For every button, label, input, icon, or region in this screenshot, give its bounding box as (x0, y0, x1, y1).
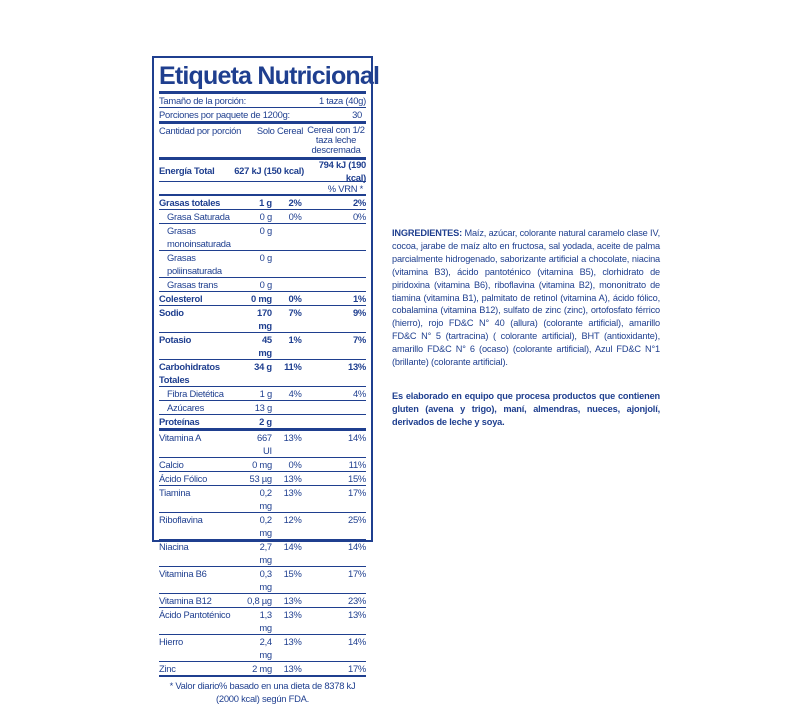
nutrient-amount: 0 g (259, 225, 272, 236)
nutrient-row (159, 472, 366, 486)
nutrient-pct-cereal: 13% (283, 663, 302, 674)
nutrient-name: Proteínas (159, 416, 200, 427)
nutrient-name: Ácido Fólico (159, 473, 208, 484)
nutrient-amount: 0 mg (252, 459, 272, 470)
nutrient-row (159, 594, 366, 608)
nutrient-pct-with-milk: 13% (347, 361, 366, 372)
nutrient-pct-cereal: 13% (283, 636, 302, 647)
nutrient-name: Fibra Dietética (167, 388, 224, 399)
nutrient-amount: 0 g (259, 279, 272, 290)
nutrient-amount: 0,2 mg (259, 487, 272, 511)
nutrient-pct-with-milk: 13% (347, 609, 366, 620)
nutrient-pct-with-milk: 2% (352, 197, 366, 208)
nutrient-row (159, 662, 366, 677)
nutrient-amount: 0,8 µg (247, 595, 272, 606)
nutrient-amount: 2,4 mg (259, 636, 272, 660)
nutrient-row (159, 486, 366, 513)
ingredients-text: Maíz, azúcar, colorante natural caramelo clase IV, cocoa, jarabe de maíz alto en fructosa, sal yodada, aceite de palma parcialmente hidrogenado, saborizante artificial a chocolate, niacina (vitamina B3), ácido pantoténico (vitamina B5), clorhidrato de piridoxina (vitamina B6), riboflavina (vitamina B2), mononitrato de tiamina (vitamina B1), palmitato de retinol (vitamina A), ácido fólico, cobalamina (vitamina B12), sulfato de zinc (zinc), ortofosfato férrico (hierro), rojo FD&C N° 40 (allura) (colorante artificial), amarillo FD&C N° 5 (tartracina) ( colorante artificial), BHT (antioxidante), amarillo FD&C N° 6 (ocaso) (colorante artificial), Azul FD&C N°1 (brillante) (colorante artificial). (392, 228, 660, 368)
nutrient-pct-with-milk: 9% (352, 307, 366, 318)
nutrient-amount: 0 mg (251, 293, 272, 304)
nutrient-name: Zinc (159, 663, 176, 674)
nutrient-pct-cereal: 13% (283, 487, 302, 498)
vitamin-table (159, 431, 366, 677)
nutrient-name: Grasas totales (159, 197, 221, 208)
serving-size-row (159, 94, 366, 108)
nutrient-name: Calcio (159, 459, 184, 470)
nutrient-pct-cereal: 2% (288, 197, 302, 208)
nutrient-name: Sodio (159, 307, 184, 318)
nutrient-name: Riboflavina (159, 514, 203, 525)
nutrient-pct-cereal: 0% (288, 459, 302, 470)
nutrient-pct-cereal: 1% (288, 334, 302, 345)
nutrient-row (159, 431, 366, 458)
energy-row (159, 160, 366, 182)
nutrient-name: Grasa Saturada (167, 211, 230, 222)
column-header-with-milk: Cereal con 1/2 taza leche descremada (307, 124, 365, 155)
nutrient-row (159, 292, 366, 306)
nutrient-name: Niacina (159, 541, 189, 552)
allergen-warning: Es elaborado en equipo que procesa productos que contienen gluten (avena y trigo), maní, almendras, nueces, ajonjolí, derivados de leche y soya. (392, 391, 660, 427)
nutrient-name: Vitamina A (159, 432, 202, 443)
nutrient-name: Azúcares (167, 402, 205, 413)
nutrient-amount: 2,7 mg (259, 541, 272, 565)
nutrient-row (159, 387, 366, 401)
nutrient-pct-with-milk: 14% (347, 636, 366, 647)
energy-with-milk-value: 794 kJ (190 kcal) (318, 158, 366, 183)
nutrient-row (159, 210, 366, 224)
nutrient-row (159, 608, 366, 635)
label-title: Etiqueta Nutricional (159, 61, 366, 94)
nutrient-pct-cereal: 13% (283, 595, 302, 606)
nutrient-amount: 667 UI (257, 432, 272, 456)
energy-cereal-value: 627 kJ (150 kcal) (234, 165, 304, 176)
nutrient-amount: 0,2 mg (259, 514, 272, 538)
nutrient-pct-cereal: 12% (283, 514, 302, 525)
nutrient-name: Vitamina B6 (159, 568, 207, 579)
nutrient-pct-cereal: 0% (288, 293, 302, 304)
nutrient-pct-cereal: 7% (288, 307, 302, 318)
nutrient-amount: 2 mg (252, 663, 272, 674)
nutrient-name: Grasas monoinsaturada (167, 225, 231, 249)
nutrient-pct-with-milk: 17% (347, 663, 366, 674)
nutrient-pct-cereal: 15% (283, 568, 302, 579)
nutrient-row (159, 306, 366, 333)
column-header-row (159, 124, 366, 160)
footnote: * Valor diario% basado en una dieta de 8378 kJ (2000 kcal) según FDA. (169, 680, 356, 704)
nutrient-amount: 1 g (259, 197, 272, 208)
column-header-cereal: Solo Cereal (256, 125, 304, 136)
nutrient-pct-with-milk: 15% (347, 473, 366, 484)
nutrient-row (159, 567, 366, 594)
nutrient-pct-cereal: 13% (283, 609, 302, 620)
nutrient-amount: 1,3 mg (259, 609, 272, 633)
nutrient-amount: 1 g (259, 388, 272, 399)
nutrient-pct-with-milk: 25% (347, 514, 366, 525)
nutrient-name: Carbohidratos Totales (159, 361, 220, 385)
nutrient-row (159, 415, 366, 431)
nutrient-pct-with-milk: 14% (347, 541, 366, 552)
macronutrient-table (159, 196, 366, 431)
nutrient-pct-cereal: 11% (284, 361, 302, 372)
nutrition-label (152, 56, 380, 704)
ingredients-block (392, 227, 660, 369)
nutrient-row (159, 635, 366, 662)
nutrient-amount: 0,3 mg (259, 568, 272, 592)
nutrient-pct-cereal: 0% (288, 211, 302, 222)
nutrient-row (159, 196, 366, 210)
nutrient-amount: 2 g (259, 416, 272, 427)
nutrient-pct-cereal: 14% (283, 541, 302, 552)
servings-value: 30 (352, 109, 362, 120)
nutrient-row (159, 224, 366, 251)
nutrient-pct-cereal: 13% (283, 473, 302, 484)
nutrient-name: Grasas poliinsaturada (167, 252, 222, 276)
nutrient-name: Tiamina (159, 487, 191, 498)
nutrient-amount: 34 g (254, 361, 272, 372)
nutrient-pct-cereal: 13% (283, 432, 302, 443)
nutrient-pct-with-milk: 1% (352, 293, 366, 304)
serving-size-value: 1 taza (40g) (318, 95, 366, 106)
nutrient-pct-with-milk: 11% (348, 459, 366, 470)
nutrient-pct-with-milk: 14% (347, 432, 366, 443)
nutrient-pct-with-milk: 4% (352, 388, 366, 399)
nutrient-row (159, 513, 366, 540)
nutrient-row (159, 360, 366, 387)
nutrient-name: Hierro (159, 636, 184, 647)
nutrient-amount: 0 g (259, 211, 272, 222)
nutrient-pct-with-milk: 17% (347, 487, 366, 498)
nutrient-row (159, 278, 366, 292)
nutrient-row (159, 458, 366, 472)
energy-label: Energía Total (159, 165, 215, 176)
ingredients-label: INGREDIENTES: (392, 228, 463, 238)
nutrient-pct-with-milk: 0% (352, 211, 366, 222)
nutrient-amount: 13 g (254, 402, 272, 413)
amount-per-serving-label: Cantidad por porción (159, 125, 242, 136)
nutrient-name: Potasio (159, 334, 192, 345)
servings-label: Porciones por paquete de 1200g: (159, 109, 290, 120)
nutrient-amount: 53 µg (249, 473, 272, 484)
nutrient-amount: 170 mg (257, 307, 272, 331)
nutrient-amount: 0 g (259, 252, 272, 263)
vrn-header: % VRN * (159, 182, 366, 196)
nutrient-row (159, 251, 366, 278)
nutrient-name: Colesterol (159, 293, 203, 304)
servings-row (159, 108, 366, 124)
nutrient-pct-with-milk: 7% (352, 334, 366, 345)
nutrient-name: Ácido Pantoténico (159, 609, 231, 620)
serving-size-label: Tamaño de la porción: (159, 95, 246, 106)
nutrient-name: Vitamina B12 (159, 595, 212, 606)
nutrient-amount: 45 mg (258, 334, 272, 358)
nutrient-row (159, 540, 366, 567)
nutrient-row (159, 401, 366, 415)
nutrient-pct-with-milk: 17% (347, 568, 366, 579)
nutrient-pct-cereal: 4% (288, 388, 302, 399)
nutrient-row (159, 333, 366, 360)
nutrient-name: Grasas trans (167, 279, 218, 290)
nutrient-pct-with-milk: 23% (347, 595, 366, 606)
